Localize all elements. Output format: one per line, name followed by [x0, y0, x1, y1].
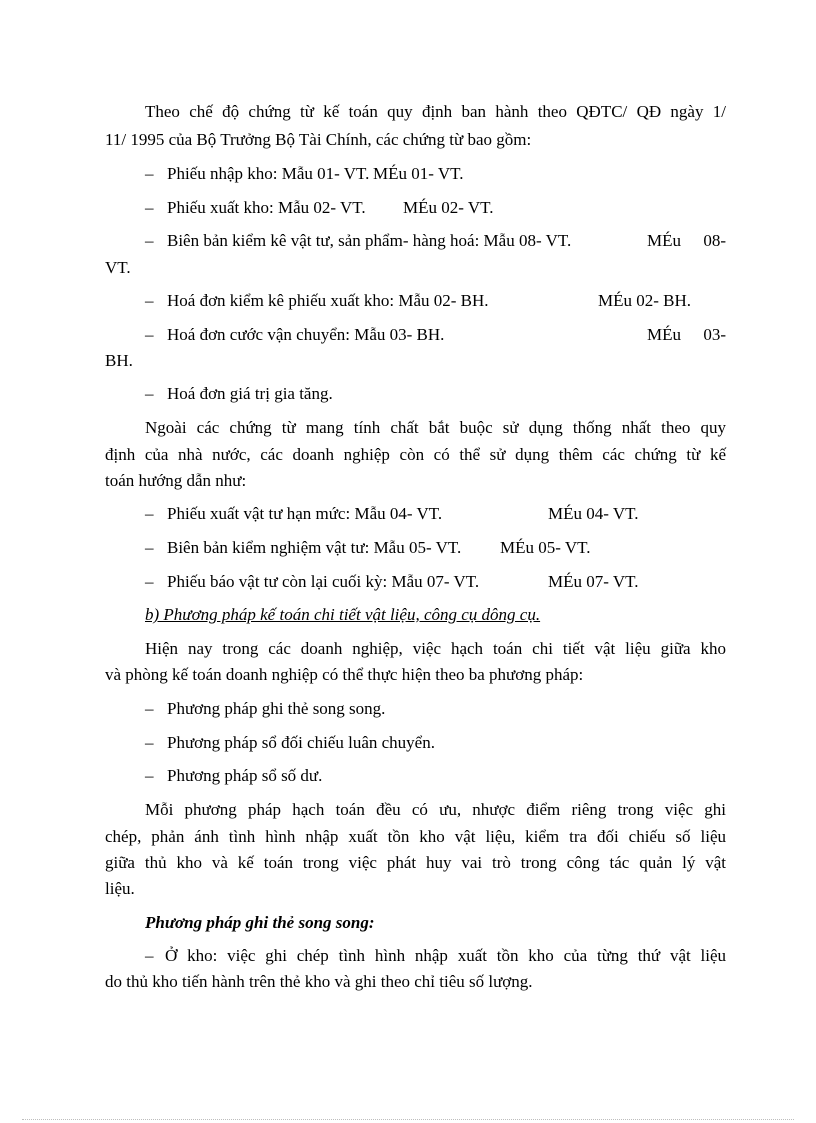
list-item-tail: MÉu 05- VT.: [500, 538, 591, 557]
paragraph-5-line-1: [145, 946, 726, 966]
paragraph-5-line-1-text: Ở kho: việc ghi chép tình hình nhập xuất tồn kho của từng thứ vật liệu: [165, 946, 726, 965]
list-item-tail: MÉu: [647, 325, 681, 344]
paragraph-2-line-1: Ngoài các chứng từ mang tính chất bắt buộc sử dụng thống nhất theo quy: [145, 418, 726, 437]
list-item-text: Phương pháp sổ đối chiếu luân chuyển.: [167, 733, 435, 752]
list-item-wrap: BH.: [105, 351, 133, 370]
dash-bullet: –: [145, 384, 154, 403]
dash-bullet: –: [145, 538, 154, 557]
dash-bullet: –: [145, 291, 154, 310]
paragraph-3-line-1: Hiện nay trong các doanh nghiệp, việc hạch toán chi tiết vật liệu giữa kho: [145, 639, 726, 658]
dash-bullet: –: [145, 733, 154, 752]
page-bottom-divider: [22, 1119, 794, 1120]
list-item-tail: MÉu 02- BH.: [598, 291, 692, 310]
list-item-text: Phương pháp sổ số dư.: [167, 766, 323, 785]
list-item: [145, 572, 726, 592]
list-item-text: Biên bản kiểm nghiệm vật tư: Mẫu 05- VT.: [167, 538, 462, 557]
list-item-text: Biên bản kiểm kê vật tư, sản phẩm- hàng hoá: Mẫu 08- VT.: [167, 231, 572, 250]
dash-bullet: –: [145, 766, 154, 785]
dash-bullet: –: [145, 946, 154, 965]
paragraph-1-line-1-text: Theo chế độ chứng từ kế toán quy định ban hành theo QĐTC/ QĐ ngày 1/: [145, 102, 726, 121]
paragraph-1-line-2: 11/ 1995 của Bộ Trưởng Bộ Tài Chính, các chứng từ bao gồm:: [105, 130, 532, 149]
list-item-tail: MÉu 07- VT.: [548, 572, 639, 591]
list-item-tail: MÉu 02- VT.: [403, 198, 494, 217]
paragraph-4-line-3: giữa thủ kho và kế toán trong việc phát huy vai trò trong công tác quản lý vật: [105, 853, 726, 872]
list-item-tail: MÉu: [647, 231, 681, 250]
paragraph-4-line-4: liệu.: [105, 879, 135, 898]
dash-bullet: –: [145, 504, 154, 523]
list-item-text: Phiếu báo vật tư còn lại cuối kỳ: Mẫu 07- VT.: [167, 572, 480, 591]
list-item: [145, 164, 726, 184]
list-item-text: Hoá đơn cước vận chuyển: Mẫu 03- BH.: [167, 325, 445, 344]
list-item-tail: MÉu 01- VT.: [373, 164, 464, 183]
list-item-text: Hoá đơn giá trị gia tăng.: [167, 384, 333, 403]
list-item-tail: MÉu 04- VT.: [548, 504, 639, 523]
dash-bullet: –: [145, 164, 154, 183]
list-item: [145, 766, 726, 786]
list-item-tail-2: 03-: [703, 325, 726, 344]
parallel-method-heading: Phương pháp ghi thẻ song song:: [145, 913, 375, 932]
list-item-tail-2: 08-: [703, 231, 726, 250]
paragraph-2-line-3: toán hướng dẫn như:: [105, 471, 247, 490]
list-item-text: Phiếu xuất vật tư hạn mức: Mẫu 04- VT.: [167, 504, 443, 523]
list-item-text: Phiếu nhập kho: Mẫu 01- VT.: [167, 164, 370, 183]
dash-bullet: –: [145, 231, 154, 250]
list-item: [145, 325, 726, 345]
list-item-text: Hoá đơn kiểm kê phiếu xuất kho: Mẫu 02- BH.: [167, 291, 489, 310]
list-item: [145, 231, 726, 251]
list-item: [145, 198, 726, 218]
dash-bullet: –: [145, 699, 154, 718]
list-item-wrap: VT.: [105, 258, 131, 277]
list-item: [145, 384, 726, 404]
list-item-text: Phiếu xuất kho: Mẫu 02- VT.: [167, 198, 366, 217]
dash-bullet: –: [145, 572, 154, 591]
paragraph-4-line-1: Mỗi phương pháp hạch toán đều có ưu, nhược điểm riêng trong việc ghi: [145, 800, 726, 819]
list-item-text: Phương pháp ghi thẻ song song.: [167, 699, 386, 718]
list-item: [145, 733, 726, 753]
paragraph-2-line-2: định của nhà nước, các doanh nghiệp còn có thể sử dụng thêm các chứng từ kế: [105, 445, 726, 464]
paragraph-5-line-2: do thủ kho tiến hành trên thẻ kho và ghi theo chỉ tiêu số lượng.: [105, 972, 533, 991]
dash-bullet: –: [145, 325, 154, 344]
paragraph-1-line-1: [105, 102, 726, 122]
paragraph-3-line-2: và phòng kế toán doanh nghiệp có thể thực hiện theo ba phương pháp:: [105, 665, 584, 684]
list-item: [145, 699, 726, 719]
list-item: [145, 291, 726, 311]
section-b-heading: b) Phương pháp kế toán chi tiết vật liệu, công cụ dông cụ.: [145, 605, 541, 624]
paragraph-4-line-2: chép, phản ánh tình hình nhập xuất tồn kho vật liệu, kiểm tra đối chiếu số liệu: [105, 827, 726, 846]
list-item: [145, 538, 726, 558]
list-item: [145, 504, 726, 524]
dash-bullet: –: [145, 198, 154, 217]
